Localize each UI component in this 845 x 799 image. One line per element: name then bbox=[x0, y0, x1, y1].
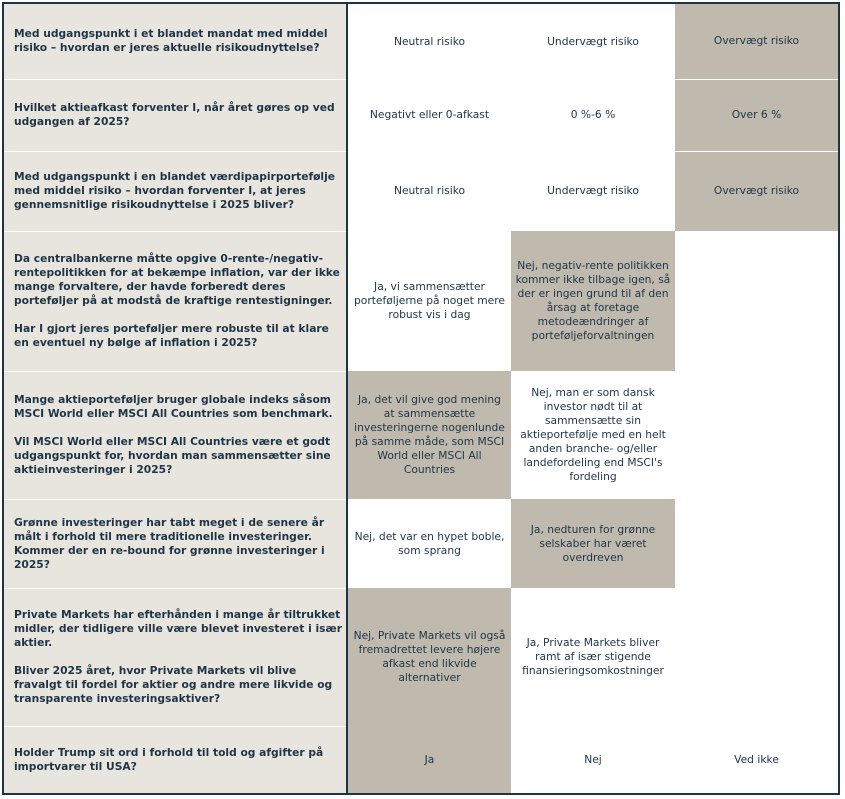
answer-option-3: Ved ikke bbox=[675, 726, 838, 793]
answer-option-3 bbox=[675, 371, 838, 499]
answer-option-3 bbox=[675, 499, 838, 588]
question-text: Har I gjort jeres porteføljer mere robuste til at klare en eventuel ny bølge af inflation i 2025? bbox=[14, 322, 329, 349]
answer-option-2: Nej, negativ-rente politikken kommer ikke tilbage igen, så der er ingen grund til af den årsag at foretage metodeændringer af porteføljeforvaltningen bbox=[511, 231, 675, 371]
question-text: Grønne investeringer har tabt meget i de senere år målt i forhold til mere traditionelle investeringer. Kommer der en re-bound for grønne investeringer i 2025? bbox=[14, 515, 325, 571]
question-cell bbox=[4, 726, 347, 793]
answer-option-1: Nej, det var en hypet boble, som sprang bbox=[347, 499, 511, 588]
answer-option-2: Ja, nedturen for grønne selskaber har været overdreven bbox=[511, 499, 675, 588]
question-text: Med udgangspunkt i et blandet mandat med middel risiko – hvordan er jeres aktuelle risikoudnyttelse? bbox=[14, 27, 328, 55]
question-text: Private Markets har efterhånden i mange år tiltrukket midler, der tidligere ville være blevet investeret i især aktier. bbox=[14, 608, 342, 649]
table-row bbox=[4, 79, 838, 151]
question-cell bbox=[4, 79, 347, 151]
table-row bbox=[4, 151, 838, 231]
question-text: Med udgangspunkt i en blandet værdipapirportefølje med middel risiko – hvordan forventer I, at jeres gennemsnitlige risikoudnyttelse i 2025 bliver? bbox=[14, 170, 336, 211]
answer-option-3 bbox=[675, 588, 838, 726]
answer-option-1: Ja, vi sammensætter porteføljerne på noget mere robust vis i dag bbox=[347, 231, 511, 371]
question-text: Holder Trump sit ord i forhold til told og afgifter på importvarer til USA? bbox=[14, 745, 324, 773]
question-cell bbox=[4, 371, 347, 499]
answer-option-3: Overvægt risiko bbox=[675, 151, 838, 231]
answer-option-2: Nej bbox=[511, 726, 675, 793]
answer-option-1: Neutral risiko bbox=[347, 151, 511, 231]
question-cell bbox=[4, 4, 347, 79]
table-row bbox=[4, 4, 838, 79]
answer-option-3: Over 6 % bbox=[675, 79, 838, 151]
question-text: Hvilket aktieafkast forventer I, når året gøres op ved udgangen af 2025? bbox=[14, 101, 335, 128]
survey-table-frame bbox=[2, 2, 840, 795]
answer-option-3 bbox=[675, 231, 838, 371]
question-cell bbox=[4, 588, 347, 726]
question-cell bbox=[4, 231, 347, 371]
question-cell bbox=[4, 499, 347, 588]
answer-option-1: Negativt eller 0-afkast bbox=[347, 79, 511, 151]
answer-option-1: Ja, det vil give god mening at sammensætte investeringerne nogenlunde på samme måde, som MSCI World eller MSCI All Countries bbox=[347, 371, 511, 499]
table-row bbox=[4, 499, 838, 588]
question-text: Vil MSCI World eller MSCI All Countries være et godt udgangspunkt for, hvordan man sammensætter sine aktieinvesteringer i 2025? bbox=[14, 435, 331, 476]
table-row bbox=[4, 588, 838, 726]
survey-table bbox=[4, 4, 838, 793]
answer-option-1: Neutral risiko bbox=[347, 4, 511, 79]
question-text: Mange aktieporteføljer bruger globale indeks såsom MSCI World eller MSCI All Countries som benchmark. bbox=[14, 393, 333, 420]
answer-option-2: Ja, Private Markets bliver ramt af især stigende finansieringsomkostninger bbox=[511, 588, 675, 726]
answer-option-3: Overvægt risiko bbox=[675, 4, 838, 79]
answer-option-2: 0 %-6 % bbox=[511, 79, 675, 151]
table-row bbox=[4, 371, 838, 499]
table-row bbox=[4, 726, 838, 793]
question-cell bbox=[4, 151, 347, 231]
question-text: Bliver 2025 året, hvor Private Markets vil blive fravalgt til fordel for aktier og andre mere likvide og transparente investeringsaktiver? bbox=[14, 664, 333, 705]
answer-option-2: Undervægt risiko bbox=[511, 4, 675, 79]
answer-option-1: Nej, Private Markets vil også fremadrettet levere højere afkast end likvide alternativer bbox=[347, 588, 511, 726]
answer-option-1: Ja bbox=[347, 726, 511, 793]
answer-option-2: Undervægt risiko bbox=[511, 151, 675, 231]
table-row bbox=[4, 231, 838, 371]
question-text: Da centralbankerne måtte opgive 0-rente-/negativ-rentepolitikken for at bekæmpe inflation, var der ikke mange forvaltere, der havde forberedt deres porteføljer på at modstå de kraftige rentestigninger. bbox=[14, 252, 340, 307]
answer-option-2: Nej, man er som dansk investor nødt til at sammensætte sin aktieportefølje med en helt anden branche- og/eller landefordeling end MSCI's fordeling bbox=[511, 371, 675, 499]
